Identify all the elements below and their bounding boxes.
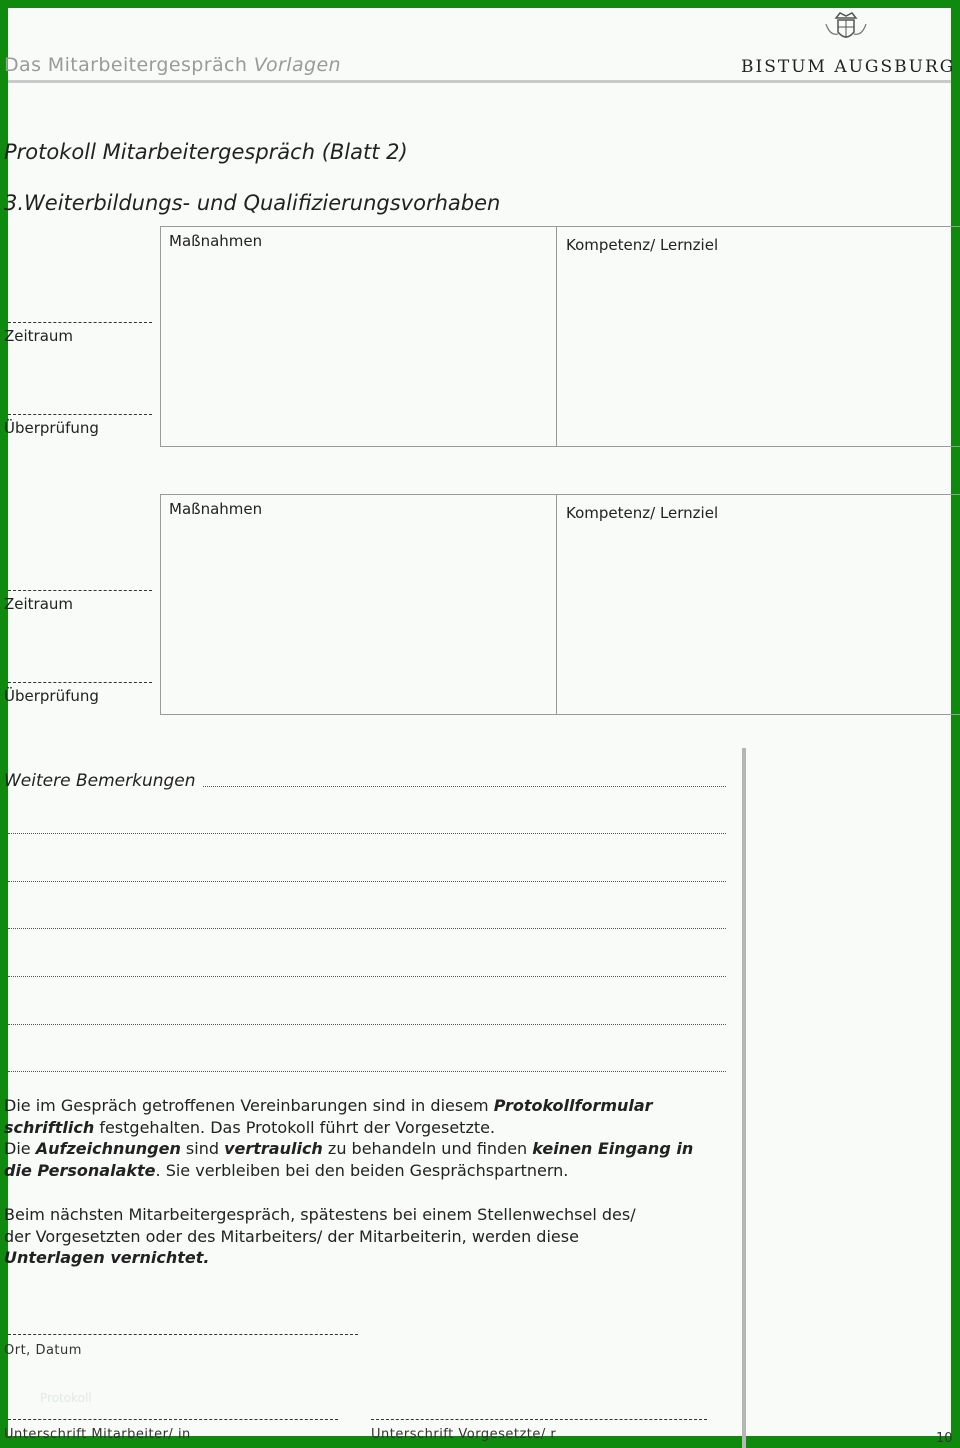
column-divider (556, 495, 557, 714)
header-title (4, 54, 341, 76)
text: Beim nächsten Mitarbeitergespräch, spätestens bei einem Stellenwechsel des/ der Vorgesetzten oder des Mitarbeiters/ der Mitarbeiterin, werden diese (4, 1205, 636, 1246)
header-rule (8, 80, 951, 83)
zeitraum-line[interactable] (8, 322, 152, 323)
text: Die im Gespräch getroffenen Vereinbarungen sind in diesem (4, 1096, 494, 1115)
employee-signature-label: Unterschrift Mitarbeiter/ in (4, 1427, 191, 1442)
supervisor-signature-label: Unterschrift Vorgesetzte/ r (371, 1427, 557, 1442)
logo-text: BISTUM AUGSBURG (741, 57, 956, 77)
remarks-line[interactable] (8, 1071, 726, 1072)
employee-signature-line[interactable] (8, 1419, 338, 1420)
zeitraum-line[interactable] (8, 590, 152, 591)
remarks-line[interactable] (8, 976, 726, 977)
ueberpruefung-label: Überprüfung (4, 687, 99, 705)
massnahmen-label: Maßnahmen (169, 500, 263, 518)
crest-icon (822, 10, 870, 44)
kompetenz-label: Kompetenz/ Lernziel (566, 504, 719, 522)
agreement-paragraph (4, 1095, 724, 1181)
ueberpruefung-line[interactable] (8, 682, 152, 683)
vertical-bar (742, 748, 746, 1448)
remarks-line[interactable] (203, 786, 726, 787)
measures-table (160, 226, 960, 447)
remarks-line[interactable] (8, 1024, 726, 1025)
emphasis: keinen Eingang in die Personalakte (4, 1139, 694, 1180)
text: festgehalten. Das Protokoll führt der Vorgesetzte. (94, 1117, 496, 1137)
header-text: Das Mitarbeitergespräch (4, 54, 248, 76)
massnahmen-label: Maßnahmen (169, 232, 263, 250)
text: sind (180, 1139, 225, 1158)
page-number: 10 (936, 1431, 953, 1446)
section-title: 3.Weiterbildungs- und Qualifizierungsvorhaben (4, 191, 501, 215)
remarks-line[interactable] (8, 881, 726, 882)
remarks-line[interactable] (8, 928, 726, 929)
document-page (4, 8, 956, 1446)
ueberpruefung-label: Überprüfung (4, 419, 99, 437)
zeitraum-label: Zeitraum (4, 595, 74, 613)
supervisor-signature-line[interactable] (371, 1419, 707, 1420)
remarks-line[interactable] (8, 833, 726, 834)
page-title: Protokoll Mitarbeitergespräch (Blatt 2) (4, 140, 408, 164)
header-italic-text: Vorlagen (253, 54, 341, 76)
zeitraum-label: Zeitraum (4, 327, 74, 345)
remarks-label: Weitere Bemerkungen (4, 771, 196, 791)
emphasis: Protokollformular schriftlich (4, 1096, 653, 1137)
kompetenz-label: Kompetenz/ Lernziel (566, 236, 719, 254)
ueberpruefung-line[interactable] (8, 414, 152, 415)
faint-text: Protokoll (40, 1391, 92, 1405)
text: . Sie verbleiben bei den beiden Gesprächspartnern. (155, 1160, 569, 1180)
retention-paragraph (4, 1204, 654, 1269)
place-date-line[interactable] (8, 1334, 358, 1335)
emphasis: Unterlagen vernichtet. (4, 1248, 210, 1267)
text: Die (4, 1139, 36, 1158)
place-date-label: Ort, Datum (4, 1343, 82, 1358)
text: zu behandeln und finden (322, 1139, 533, 1158)
emphasis: vertraulich (224, 1139, 323, 1158)
measures-table (160, 494, 960, 715)
emphasis: Aufzeichnungen (35, 1139, 181, 1158)
column-divider (556, 227, 557, 446)
